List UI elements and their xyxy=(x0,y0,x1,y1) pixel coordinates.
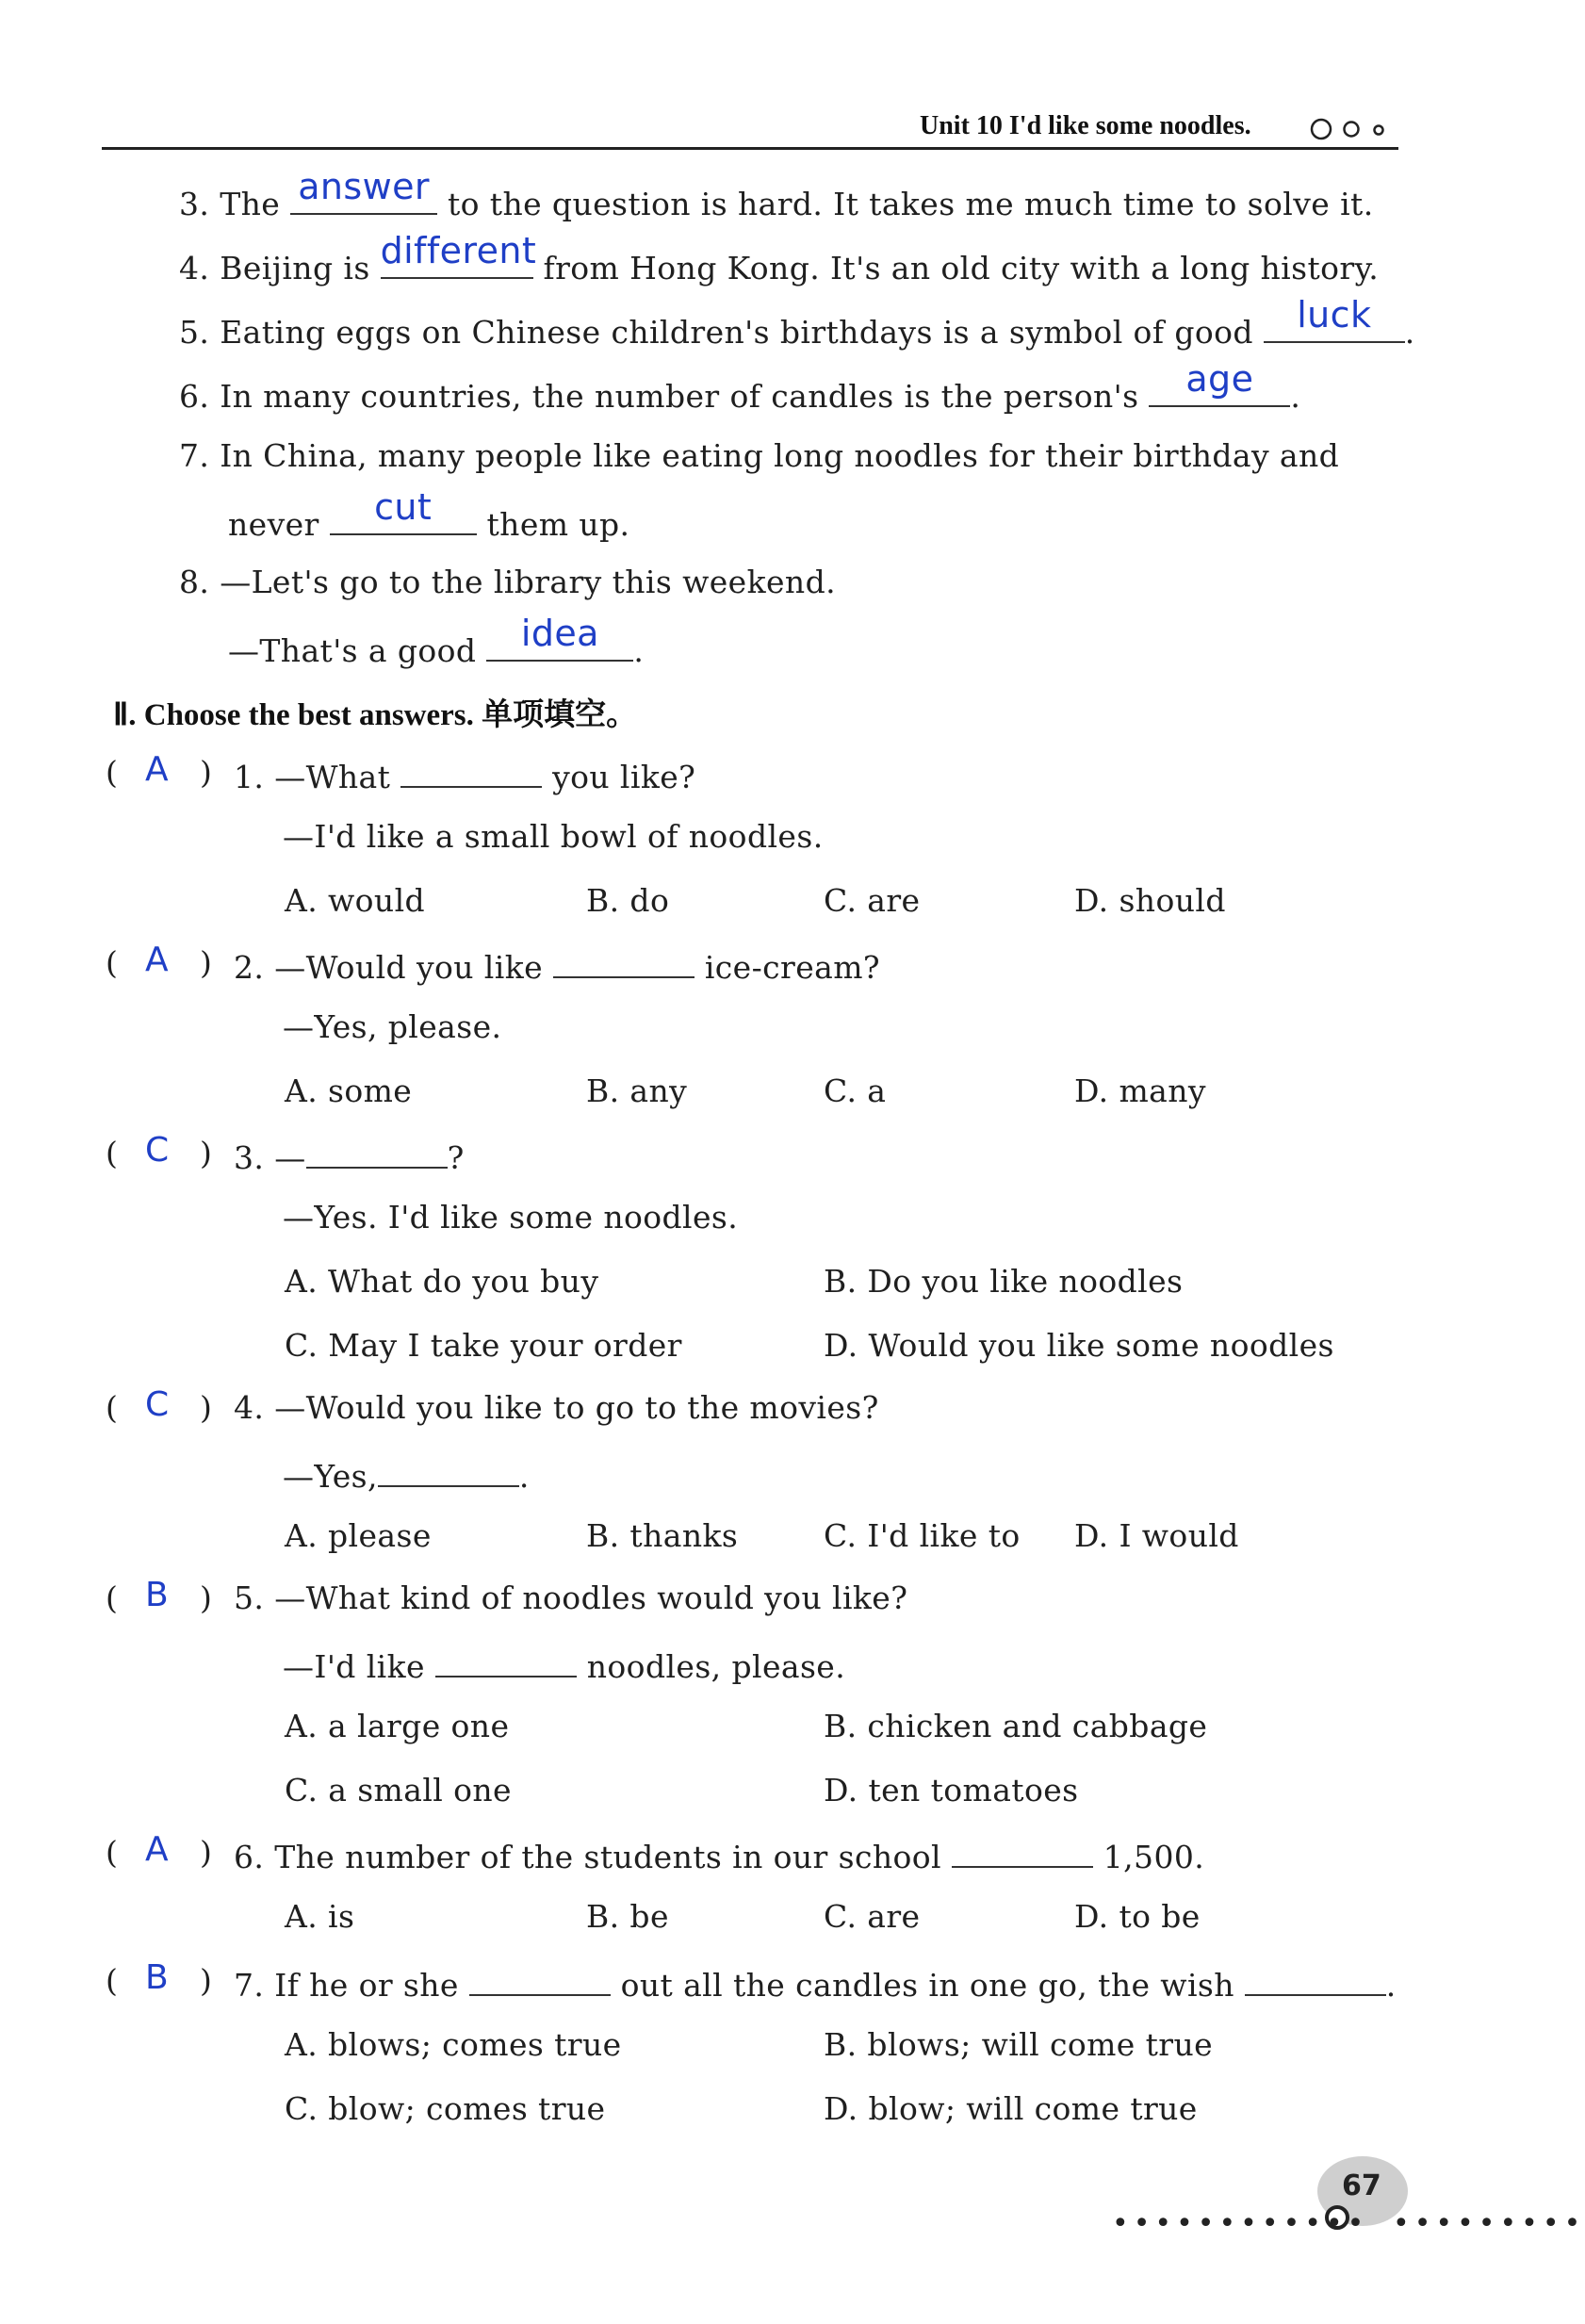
question-3-reply: —Yes. I'd like some noodles. xyxy=(283,1199,739,1236)
answer-blank[interactable] xyxy=(1264,294,1405,343)
question-number: 6. xyxy=(234,1839,265,1875)
fill-item-8-line1 xyxy=(179,564,836,600)
question-blank xyxy=(469,1962,611,1996)
option-c[interactable]: C. blow; comes true xyxy=(285,2090,606,2127)
fill-item-7-line1 xyxy=(179,437,1339,474)
choice-answer: A xyxy=(145,941,169,979)
question-5-reply xyxy=(283,1644,845,1685)
answer-paren-open: ( xyxy=(106,1389,118,1426)
item-number: 4. xyxy=(179,250,210,286)
question-4-reply xyxy=(283,1453,530,1495)
footer-dotted-line-right: ••••••••• xyxy=(1393,2207,1585,2240)
option-c[interactable]: C. are xyxy=(824,882,921,919)
option-b[interactable]: B. chicken and cabbage xyxy=(824,1708,1208,1744)
option-b[interactable]: B. any xyxy=(586,1072,688,1109)
option-d[interactable]: D. blow; will come true xyxy=(824,2090,1198,2127)
question-4-stem xyxy=(234,1389,879,1426)
question-7-stem xyxy=(234,1962,1397,2004)
option-a[interactable]: A. some xyxy=(285,1072,413,1109)
item-text: In many countries, the number of candles is the person's xyxy=(220,378,1139,415)
answer-blank[interactable] xyxy=(1149,358,1290,407)
question-2-reply: —Yes, please. xyxy=(283,1008,502,1045)
option-b[interactable]: B. be xyxy=(586,1898,669,1935)
question-text: The number of the students in our school xyxy=(274,1839,941,1875)
question-1-stem xyxy=(234,754,695,795)
option-a[interactable]: A. What do you buy xyxy=(285,1263,599,1300)
question-5-stem xyxy=(234,1579,907,1616)
reply-text: —Yes, xyxy=(283,1458,378,1495)
option-b[interactable]: B. Do you like noodles xyxy=(824,1263,1184,1300)
item-text: —That's a good xyxy=(228,632,477,669)
question-6-stem xyxy=(234,1834,1204,1875)
question-number: 5. xyxy=(234,1579,265,1616)
item-text: never xyxy=(228,506,319,543)
item-text: . xyxy=(1404,314,1415,351)
option-d[interactable]: D. ten tomatoes xyxy=(824,1772,1079,1808)
fill-item-5 xyxy=(179,294,1415,351)
choice-answer: B xyxy=(145,1576,169,1614)
header-circles-icon xyxy=(1308,115,1395,143)
option-a[interactable]: A. a large one xyxy=(285,1708,510,1744)
item-number: 3. xyxy=(179,186,210,222)
choice-answer: C xyxy=(145,1385,170,1424)
item-number: 8. xyxy=(179,564,210,600)
item-number: 6. xyxy=(179,378,210,415)
question-text: —Would you like to go to the movies? xyxy=(274,1389,879,1426)
question-text: you like? xyxy=(552,759,696,795)
question-text: —What xyxy=(274,759,391,795)
option-d[interactable]: D. many xyxy=(1074,1072,1206,1109)
question-blank xyxy=(306,1135,448,1169)
question-blank xyxy=(400,754,542,788)
choice-answer: A xyxy=(145,750,169,789)
question-blank xyxy=(378,1453,519,1487)
item-text: to the question is hard. It takes me much time to solve it. xyxy=(447,186,1374,222)
reply-text: —I'd like xyxy=(283,1648,425,1685)
question-1-reply: —I'd like a small bowl of noodles. xyxy=(283,818,824,855)
answer-blank[interactable] xyxy=(486,613,633,662)
unit-title: I'd like some noodles. xyxy=(1008,111,1251,140)
item-number: 5. xyxy=(179,314,210,351)
option-b[interactable]: B. do xyxy=(586,882,670,919)
answer-paren-open: ( xyxy=(106,754,118,791)
page-header-title xyxy=(920,111,1251,141)
option-d[interactable]: D. should xyxy=(1074,882,1226,919)
section-heading-choose: Ⅱ. Choose the best answers. 单项填空。 xyxy=(113,698,638,732)
question-number: 2. xyxy=(234,949,265,986)
question-text: —What kind of noodles would you like? xyxy=(274,1579,908,1616)
handwritten-answer: idea xyxy=(520,613,599,654)
question-text: If he or she xyxy=(274,1967,459,2004)
answer-blank[interactable] xyxy=(330,486,477,535)
choice-answer: C xyxy=(145,1131,170,1170)
fill-item-8-line2 xyxy=(228,613,645,669)
answer-paren-open: ( xyxy=(106,1579,118,1616)
question-2-stem xyxy=(234,944,880,986)
answer-paren-open: ( xyxy=(106,1135,118,1171)
fill-item-7-line2 xyxy=(228,486,630,543)
question-number: 1. xyxy=(234,759,265,795)
item-text: . xyxy=(633,632,645,669)
answer-paren-close: ) xyxy=(200,1962,212,1999)
fill-item-4 xyxy=(179,230,1380,286)
question-text: 1,500. xyxy=(1103,1839,1205,1875)
handwritten-answer: answer xyxy=(298,166,430,207)
item-text: from Hong Kong. It's an old city with a long history. xyxy=(543,250,1380,286)
option-a[interactable]: A. would xyxy=(285,882,426,919)
question-number: 4. xyxy=(234,1389,265,1426)
question-blank xyxy=(553,944,694,978)
item-text: The xyxy=(220,186,281,222)
page-number: 67 xyxy=(1342,2169,1381,2202)
item-text: In China, many people like eating long noodles for their birthday and xyxy=(220,437,1340,474)
handwritten-answer: different xyxy=(380,230,537,271)
question-number: 3. xyxy=(234,1139,265,1176)
option-a[interactable]: A. blows; comes true xyxy=(285,2026,622,2063)
choice-answer: B xyxy=(145,1958,169,1997)
option-c[interactable]: C. a xyxy=(824,1072,887,1109)
option-d[interactable]: D. Would you like some noodles xyxy=(824,1327,1334,1364)
answer-paren-open: ( xyxy=(106,1834,118,1871)
question-text: ? xyxy=(447,1139,465,1176)
footer-dotted-line-left: •••••••••••• xyxy=(1112,2207,1369,2240)
answer-paren-close: ) xyxy=(200,1389,212,1426)
answer-paren-close: ) xyxy=(200,754,212,791)
fill-item-6 xyxy=(179,358,1301,415)
answer-blank[interactable] xyxy=(290,166,437,215)
option-d[interactable]: D. to be xyxy=(1074,1898,1201,1935)
item-text: —Let's go to the library this weekend. xyxy=(220,564,837,600)
option-a[interactable]: A. please xyxy=(285,1517,432,1554)
option-b[interactable]: B. blows; will come true xyxy=(824,2026,1214,2063)
answer-paren-close: ) xyxy=(200,1834,212,1871)
question-3-stem xyxy=(234,1135,465,1176)
question-blank xyxy=(952,1834,1093,1868)
question-text: — xyxy=(274,1139,306,1176)
answer-paren-open: ( xyxy=(106,944,118,981)
item-text: Eating eggs on Chinese children's birthdays is a symbol of good xyxy=(220,314,1253,351)
choice-answer: A xyxy=(145,1830,169,1869)
item-number: 7. xyxy=(179,437,210,474)
item-text: . xyxy=(1290,378,1301,415)
question-text: ice-cream? xyxy=(704,949,880,986)
item-text: Beijing is xyxy=(220,250,370,286)
option-c[interactable]: C. I'd like to xyxy=(824,1517,1021,1554)
option-b[interactable]: B. thanks xyxy=(586,1517,739,1554)
fill-item-3 xyxy=(179,166,1374,222)
header-divider xyxy=(102,147,1398,150)
reply-text: noodles, please. xyxy=(586,1648,846,1685)
unit-label: Unit 10 xyxy=(920,111,1003,140)
option-c[interactable]: C. a small one xyxy=(285,1772,512,1808)
reply-text: . xyxy=(518,1458,530,1495)
question-text: . xyxy=(1385,1967,1397,2004)
question-blank xyxy=(435,1644,577,1678)
option-c[interactable]: C. are xyxy=(824,1898,921,1935)
handwritten-answer: age xyxy=(1185,358,1254,400)
answer-paren-close: ) xyxy=(200,1579,212,1616)
handwritten-answer: cut xyxy=(374,486,433,528)
option-a[interactable]: A. is xyxy=(285,1898,355,1935)
question-text: —Would you like xyxy=(274,949,544,986)
handwritten-answer: luck xyxy=(1297,294,1372,336)
question-text: out all the candles in one go, the wish xyxy=(620,1967,1234,2004)
answer-blank[interactable] xyxy=(380,230,537,279)
option-c[interactable]: C. May I take your order xyxy=(285,1327,682,1364)
question-blank xyxy=(1245,1962,1386,1996)
question-number: 7. xyxy=(234,1967,265,2004)
item-text: them up. xyxy=(486,506,630,543)
option-d[interactable]: D. I would xyxy=(1074,1517,1239,1554)
answer-paren-open: ( xyxy=(106,1962,118,1999)
answer-paren-close: ) xyxy=(200,944,212,981)
answer-paren-close: ) xyxy=(200,1135,212,1171)
